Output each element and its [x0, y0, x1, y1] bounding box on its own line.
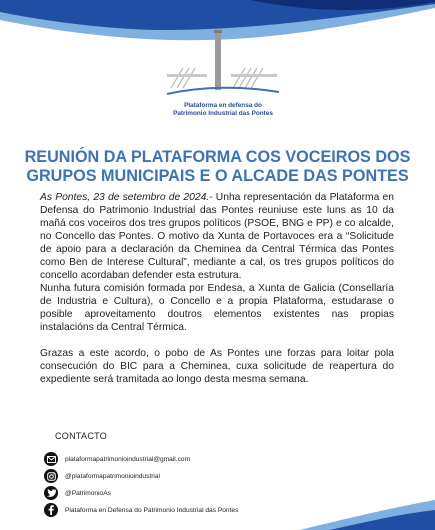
dateline: As Pontes, 23 de setembro de 2024.-: [40, 192, 213, 203]
contact-instagram-text[interactable]: @plataformapatrimonioindustrial: [65, 472, 161, 480]
contact-instagram[interactable]: [44, 469, 160, 483]
contact-facebook-text[interactable]: Plataforma en Defensa do Patrimonio Industrial das Pontes: [65, 506, 239, 514]
press-release-body: [40, 191, 394, 386]
logo-line-2: Patrimonio Industrial das Pontes: [173, 110, 273, 117]
chimney-logo-icon: [163, 28, 283, 104]
logo-text: [163, 102, 283, 118]
instagram-icon: [44, 469, 58, 483]
logo-line-1: Plataforma en defensa do: [184, 102, 262, 109]
paragraph-1-text: Unha representación da Plataforma en Defensa do Patrimonio Industrial das Pontes reuniuse este luns as 10 da mañá cos voceiros dos tres grupos políticos (PSOE, BNG e PP) e co alcalde, no Concello das Pontes. O motivo da Xunta de Portavoces era a “Solicitude de apoio para a declaración da Cheminea da Central Térmica das Pontes como Ben de Interese Cultural”, mediante a cal, os tres grupos políticos do concello acordaban defender esta estrutura.: [40, 192, 395, 281]
contact-email[interactable]: [44, 452, 190, 466]
contact-twitter-text[interactable]: @PatrimonioAs: [65, 489, 111, 497]
platform-logo: [163, 28, 283, 120]
paragraph-3: Grazas a este acordo, o pobo de As Pontes une forzas para loitar pola consecución do BIC para a Cheminea, cuxa solicitude de reapertura do expediente será tramitada ao longo desta mesma semana.: [40, 348, 394, 385]
page-title: REUNIÓN DA PLATAFORMA COS VOCEIROS DOS GRUPOS MUNICIPAIS E O ALCADE DAS PONTES: [24, 148, 411, 185]
paragraph-1: [40, 191, 394, 282]
mail-icon: [44, 452, 58, 466]
paragraph-2: Nunha futura comisión formada por Endesa, a Xunta de Galicia (Consellaría de Industria e Cultura), o Concello e a propia Plataforma, estudarase o posible aproveitamento doutros elementos existentes nas propias instalacións da Central Térmica.: [40, 283, 394, 333]
contact-heading: CONTACTO: [55, 431, 108, 441]
contact-email-text[interactable]: plataformapatrimonioindustrial@gmail.com: [65, 455, 191, 463]
bottom-wave-decoration: [0, 490, 435, 530]
